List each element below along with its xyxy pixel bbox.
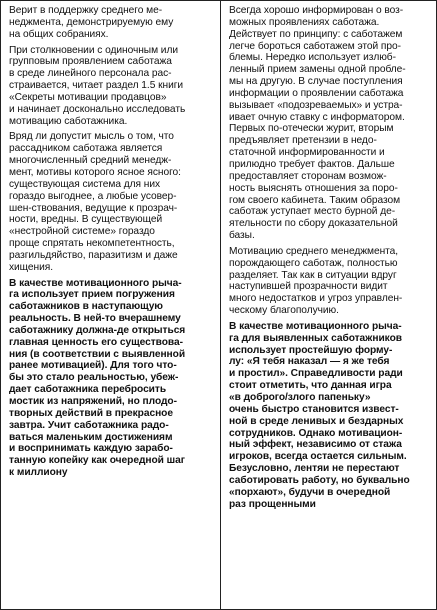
- text-line: на общих собраниях.: [9, 28, 109, 40]
- text-line: Всегда хорошо информирован о воз-: [229, 5, 404, 16]
- text-line: гом своего кабинета. Таким образом: [229, 194, 401, 206]
- paragraph: [9, 278, 212, 479]
- text-line: гораздо выгоднее, а любые усовер-: [9, 190, 177, 202]
- text-line: базы.: [229, 230, 255, 242]
- text-line: ваться маленьким достижениям: [9, 431, 173, 443]
- text-line: групповым проявлением саботажа: [9, 56, 172, 68]
- text-line: Мотивацию среднего менеджмента,: [229, 245, 399, 257]
- left-column: [9, 5, 212, 483]
- text-line: ния (в соответствии с выявленной: [9, 348, 186, 360]
- text-line: реальность. В ней-то вчерашнему: [9, 313, 181, 325]
- text-line: рассадником саботажа является: [9, 143, 163, 155]
- text-line: саботажнику должна-де открыться: [9, 324, 186, 336]
- text-line: га использует прием погружения: [9, 289, 175, 301]
- text-line: В качестве мотивационного рыча-: [9, 277, 182, 289]
- text-line: сотрудников. Однако мотивацион-: [229, 427, 403, 439]
- text-line: наступившей прозрачности видит: [229, 281, 388, 293]
- text-line: в среде линейного персонала рас-: [9, 68, 172, 80]
- text-line: разгильдяйство, паразитизм и даже: [9, 249, 178, 261]
- text-line: Действует по принципу: с саботажем: [229, 28, 403, 40]
- text-line: ность выяснять отношения за поро-: [229, 182, 398, 194]
- paragraph: [9, 5, 212, 41]
- text-line: блемы. Нередко использует излюб-: [229, 52, 396, 64]
- text-line: танную копейку как очередной шаг: [9, 455, 185, 467]
- text-line: ивает очную ставку с информатором.: [229, 111, 405, 123]
- text-line: ности, вредны. В существующей: [9, 214, 163, 226]
- text-line: ческому благополучию.: [229, 305, 339, 317]
- text-line: использует простейшую форму-: [229, 344, 393, 356]
- text-line: прилюдно требует фактов. Дальше: [229, 158, 395, 170]
- text-line: информации о проявлении саботажа: [229, 87, 404, 99]
- text-line: бы это стало реальностью, убеж-: [9, 372, 179, 384]
- text-line: «нестройной системе» гораздо: [9, 226, 155, 238]
- text-line: мы на другую. В случае поступления: [229, 76, 403, 88]
- paragraph: [229, 246, 430, 317]
- text-line: многочисленный средний менедж-: [9, 155, 172, 167]
- text-line: неджмента, демонстрируемую ему: [9, 16, 174, 28]
- text-line: хищения.: [9, 261, 53, 273]
- text-line: лу: «Я тебя наказал — я же тебя: [229, 356, 390, 368]
- text-line: «порхают», будучи в очередной: [229, 486, 391, 498]
- text-line: мотивацию саботажника.: [9, 115, 128, 127]
- text-line: Вряд ли допустит мысль о том, что: [9, 131, 174, 143]
- text-line: ранее мотивацией). Для того что-: [9, 360, 177, 372]
- text-line: дает саботажника перебросить: [9, 384, 167, 396]
- text-line: много недостатков и угроз управлен-: [229, 293, 403, 305]
- text-line: порождающего саботаж, полностью: [229, 257, 398, 269]
- text-line: и простил». Справедливости ради: [229, 368, 403, 380]
- text-line: мостик из напряжений, но плодо-: [9, 396, 177, 407]
- text-line: игроков, всегда остается сильным.: [229, 451, 407, 463]
- column-divider: [220, 1, 221, 609]
- paragraph: [9, 45, 212, 128]
- text-line: главная ценность его существова-: [9, 336, 183, 348]
- text-line: разделяет. Так как в ситуации вдруг: [229, 269, 397, 281]
- text-line: вызывает «подозреваемых» и устра-: [229, 99, 403, 111]
- text-line: творных действий в прекрасное: [9, 407, 173, 419]
- text-line: завтра. Учит саботажника радо-: [9, 419, 169, 431]
- text-line: страивается, читает раздел 1.5 книги: [9, 80, 184, 92]
- text-line: В качестве мотивационного рыча-: [229, 320, 402, 332]
- text-line: и начинает досконально исследовать: [9, 103, 186, 115]
- text-line: и воспринимать каждую зарабо-: [9, 443, 173, 455]
- text-line: существующая система для них: [9, 178, 161, 190]
- text-line: саботаж уступает место бурной де-: [229, 206, 396, 218]
- text-line: очень быстро становится извест-: [229, 403, 399, 415]
- text-line: мент, мотивы которого ясное ясного:: [9, 166, 181, 178]
- text-line: легче бороться саботажем этой про-: [229, 40, 401, 52]
- text-line: саботировать работу, но буквально: [229, 474, 410, 486]
- text-line: проще спрятать некомпетентность,: [9, 238, 175, 250]
- text-line: ятельности по сбору доказательной: [229, 218, 398, 230]
- text-line: предоставляет сторонам возмож-: [229, 170, 387, 182]
- text-line: «Секреты мотивации продавцов»: [9, 91, 167, 103]
- text-line: ленный прием замены одной пробле-: [229, 64, 406, 76]
- text-line: предъявляет претензии в недо-: [229, 135, 377, 147]
- text-line: ный эффект, независимо от стажа: [229, 439, 402, 451]
- text-line: саботажников в наступающую: [9, 301, 163, 313]
- right-column: [229, 5, 430, 514]
- text-line: Верит в поддержку среднего ме-: [9, 5, 163, 16]
- text-line: «в доброго/злого папеньку»: [229, 392, 371, 403]
- text-line: можных проявлениях саботажа.: [229, 16, 380, 28]
- paragraph: [229, 5, 430, 242]
- text-line: статочной информированности и: [229, 147, 385, 159]
- text-line: раз прощенными: [229, 498, 316, 510]
- text-line: Первых по-отечески журит, вторым: [229, 123, 394, 135]
- paragraph: [9, 131, 212, 273]
- paragraph: [229, 321, 430, 511]
- text-line: шен-ствования, ведущие к прозрач-: [9, 202, 178, 214]
- text-line: Безусловно, лентяи не перестают: [229, 463, 400, 475]
- text-line: ной в среде ленивых и бездарных: [229, 415, 404, 427]
- text-line: га для выявленных саботажников: [229, 332, 402, 344]
- text-line: При столкновении с одиночным или: [9, 44, 178, 56]
- text-line: стоит отметить, что данная игра: [229, 380, 392, 392]
- text-line: к миллиону: [9, 467, 68, 479]
